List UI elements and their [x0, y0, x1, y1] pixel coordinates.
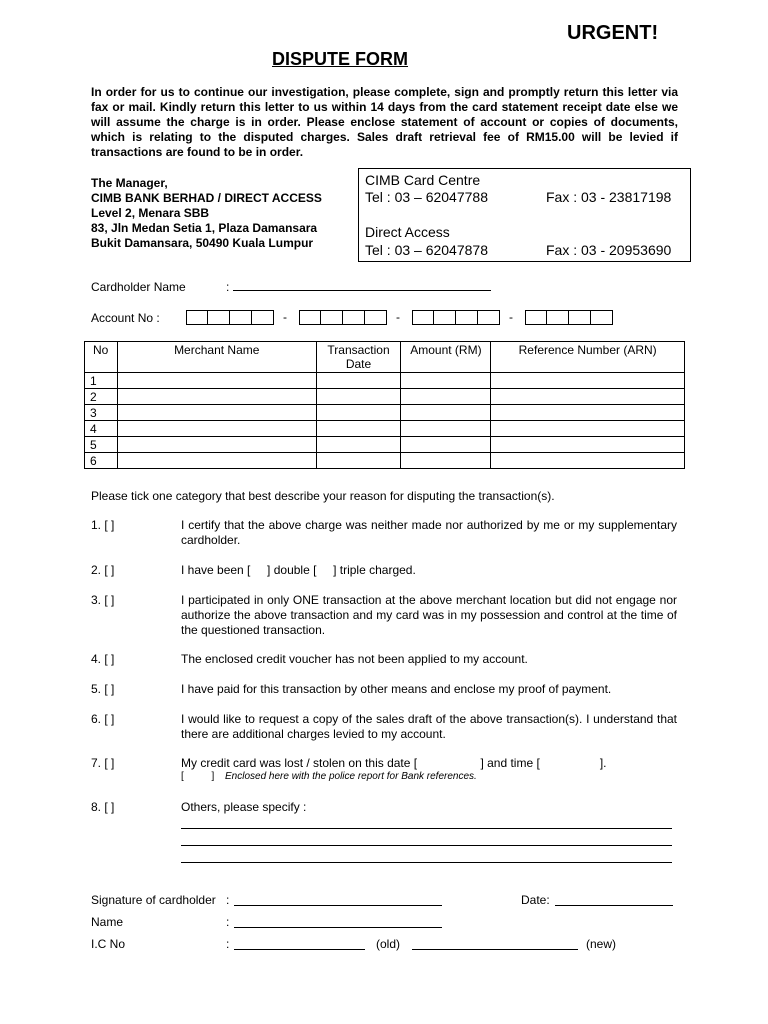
- option-6-text: I would like to request a copy of the sales draft of the above transaction(s). I understand that there are additional charges levied to my account.: [181, 712, 677, 741]
- option-7-checkbox[interactable]: 7. [ ]: [91, 756, 115, 770]
- intro-paragraph: In order for us to continue our investigation, please complete, sign and promptly return this letter via fax or mail. Kindly return this letter to us within 14 days from the card statement receipt date else we will assume the charge is in order. Please enclose statement of account or copies of documents, which is relating to the disputed charges. Sales draft retrieval fee of RM15.00 will be levied if transactions are found to be in order.: [91, 85, 678, 159]
- ic-new-field[interactable]: [412, 949, 578, 950]
- ic-colon: :: [226, 937, 230, 951]
- reference-cell[interactable]: [491, 389, 685, 405]
- account-group-2[interactable]: [299, 310, 387, 325]
- cardholder-name-label: Cardholder Name: [91, 280, 186, 294]
- option-1-text: I certify that the above charge was neither made nor authorized by me or my supplementary cardholder.: [181, 518, 677, 547]
- row-number: 6: [85, 453, 118, 469]
- amount-cell[interactable]: [401, 453, 491, 469]
- account-group-3[interactable]: [412, 310, 500, 325]
- da-tel: Tel : 03 – 62047878: [365, 242, 488, 258]
- header-amount: Amount (RM): [401, 342, 491, 373]
- contact-box: [358, 168, 691, 262]
- option-5-text: I have paid for this transaction by other means and enclose my proof of payment.: [181, 682, 612, 696]
- page-title: DISPUTE FORM: [272, 49, 409, 69]
- header-merchant: Merchant Name: [117, 342, 316, 373]
- signature-field[interactable]: [234, 905, 442, 906]
- da-fax: Fax : 03 - 20953690: [546, 242, 672, 258]
- row-number: 4: [85, 421, 118, 437]
- option-2-text: I have been [ ] double [ ] triple charged.: [181, 563, 416, 577]
- account-no-label: Account No :: [91, 311, 160, 325]
- option-4-checkbox[interactable]: 4. [ ]: [91, 652, 115, 666]
- name-label: Name: [91, 915, 124, 929]
- transactions-table: [84, 341, 685, 469]
- merchant-cell[interactable]: [117, 389, 316, 405]
- option-8-checkbox[interactable]: 8. [ ]: [91, 800, 115, 814]
- date-cell[interactable]: [316, 389, 401, 405]
- option-4-text: The enclosed credit voucher has not been applied to my account.: [181, 652, 528, 666]
- police-report-checkbox[interactable]: [ ]: [181, 771, 215, 782]
- address-line: Level 2, Menara SBB: [91, 206, 210, 220]
- option-2-checkbox[interactable]: 2. [ ]: [91, 563, 115, 577]
- option-3-text: I participated in only ONE transaction at the above merchant location but did not engage nor authorize the above transaction and my card was in my possession and control at the time of the questioned transaction.: [181, 593, 677, 637]
- account-group-1[interactable]: [186, 310, 274, 325]
- table-row: [85, 405, 685, 421]
- table-row: [85, 437, 685, 453]
- date-field[interactable]: [555, 905, 673, 906]
- option-8-text: Others, please specify :: [181, 800, 307, 814]
- ic-old-field[interactable]: [234, 949, 365, 950]
- mailing-address: [91, 176, 322, 251]
- others-line-2[interactable]: [181, 845, 672, 846]
- amount-cell[interactable]: [401, 389, 491, 405]
- amount-cell[interactable]: [401, 421, 491, 437]
- table-row: [85, 453, 685, 469]
- reference-cell[interactable]: [491, 405, 685, 421]
- table-row: [85, 389, 685, 405]
- account-dash: -: [509, 310, 513, 324]
- row-number: 2: [85, 389, 118, 405]
- name-colon: :: [226, 915, 230, 929]
- option-3-checkbox[interactable]: 3. [ ]: [91, 593, 115, 607]
- others-line-1[interactable]: [181, 828, 672, 829]
- merchant-cell[interactable]: [117, 421, 316, 437]
- row-number: 3: [85, 405, 118, 421]
- row-number: 1: [85, 373, 118, 389]
- date-cell[interactable]: [316, 373, 401, 389]
- date-cell[interactable]: [316, 405, 401, 421]
- amount-cell[interactable]: [401, 373, 491, 389]
- others-line-3[interactable]: [181, 862, 672, 863]
- account-dash: -: [283, 310, 287, 324]
- reference-cell[interactable]: [491, 421, 685, 437]
- date-cell[interactable]: [316, 421, 401, 437]
- merchant-cell[interactable]: [117, 373, 316, 389]
- reference-cell[interactable]: [491, 373, 685, 389]
- ic-new-label: (new): [586, 937, 617, 951]
- signature-label: Signature of cardholder: [91, 893, 216, 907]
- merchant-cell[interactable]: [117, 437, 316, 453]
- header-transaction-date: Transaction Date: [316, 342, 401, 373]
- ic-label: I.C No: [91, 937, 126, 951]
- address-line: CIMB BANK BERHAD / DIRECT ACCESS: [91, 191, 322, 205]
- merchant-cell[interactable]: [117, 453, 316, 469]
- police-report-note: Enclosed here with the police report for Bank references.: [225, 771, 477, 782]
- option-1-checkbox[interactable]: 1. [ ]: [91, 518, 115, 532]
- ic-old-label: (old): [376, 937, 401, 951]
- amount-cell[interactable]: [401, 405, 491, 421]
- reference-cell[interactable]: [491, 437, 685, 453]
- amount-cell[interactable]: [401, 437, 491, 453]
- cimb-tel: Tel : 03 – 62047788: [365, 189, 488, 205]
- da-name: Direct Access: [365, 224, 450, 240]
- table-row: [85, 373, 685, 389]
- address-line: Bukit Damansara, 50490 Kuala Lumpur: [91, 236, 314, 250]
- signature-colon: :: [226, 893, 230, 907]
- table-row: [85, 421, 685, 437]
- address-line: The Manager,: [91, 176, 168, 190]
- date-label: Date:: [521, 893, 550, 907]
- cimb-fax: Fax : 03 - 23817198: [546, 189, 672, 205]
- option-7-text: My credit card was lost / stolen on this date [ ] and time [ ].: [181, 756, 607, 770]
- dispute-question: Please tick one category that best describe your reason for disputing the transaction(s).: [91, 489, 555, 503]
- row-number: 5: [85, 437, 118, 453]
- cimb-name: CIMB Card Centre: [365, 172, 481, 188]
- date-cell[interactable]: [316, 437, 401, 453]
- account-dash: -: [396, 310, 400, 324]
- urgent-heading: URGENT!: [567, 22, 659, 44]
- name-field[interactable]: [234, 927, 442, 928]
- date-cell[interactable]: [316, 453, 401, 469]
- address-line: 83, Jln Medan Setia 1, Plaza Damansara: [91, 221, 318, 235]
- cardholder-name-field[interactable]: [233, 290, 491, 291]
- header-no: No: [85, 342, 118, 373]
- option-6-checkbox[interactable]: 6. [ ]: [91, 712, 115, 726]
- cardholder-colon: :: [226, 280, 230, 294]
- merchant-cell[interactable]: [117, 405, 316, 421]
- account-group-4[interactable]: [525, 310, 613, 325]
- option-5-checkbox[interactable]: 5. [ ]: [91, 682, 115, 696]
- reference-cell[interactable]: [491, 453, 685, 469]
- header-reference: Reference Number (ARN): [491, 342, 685, 373]
